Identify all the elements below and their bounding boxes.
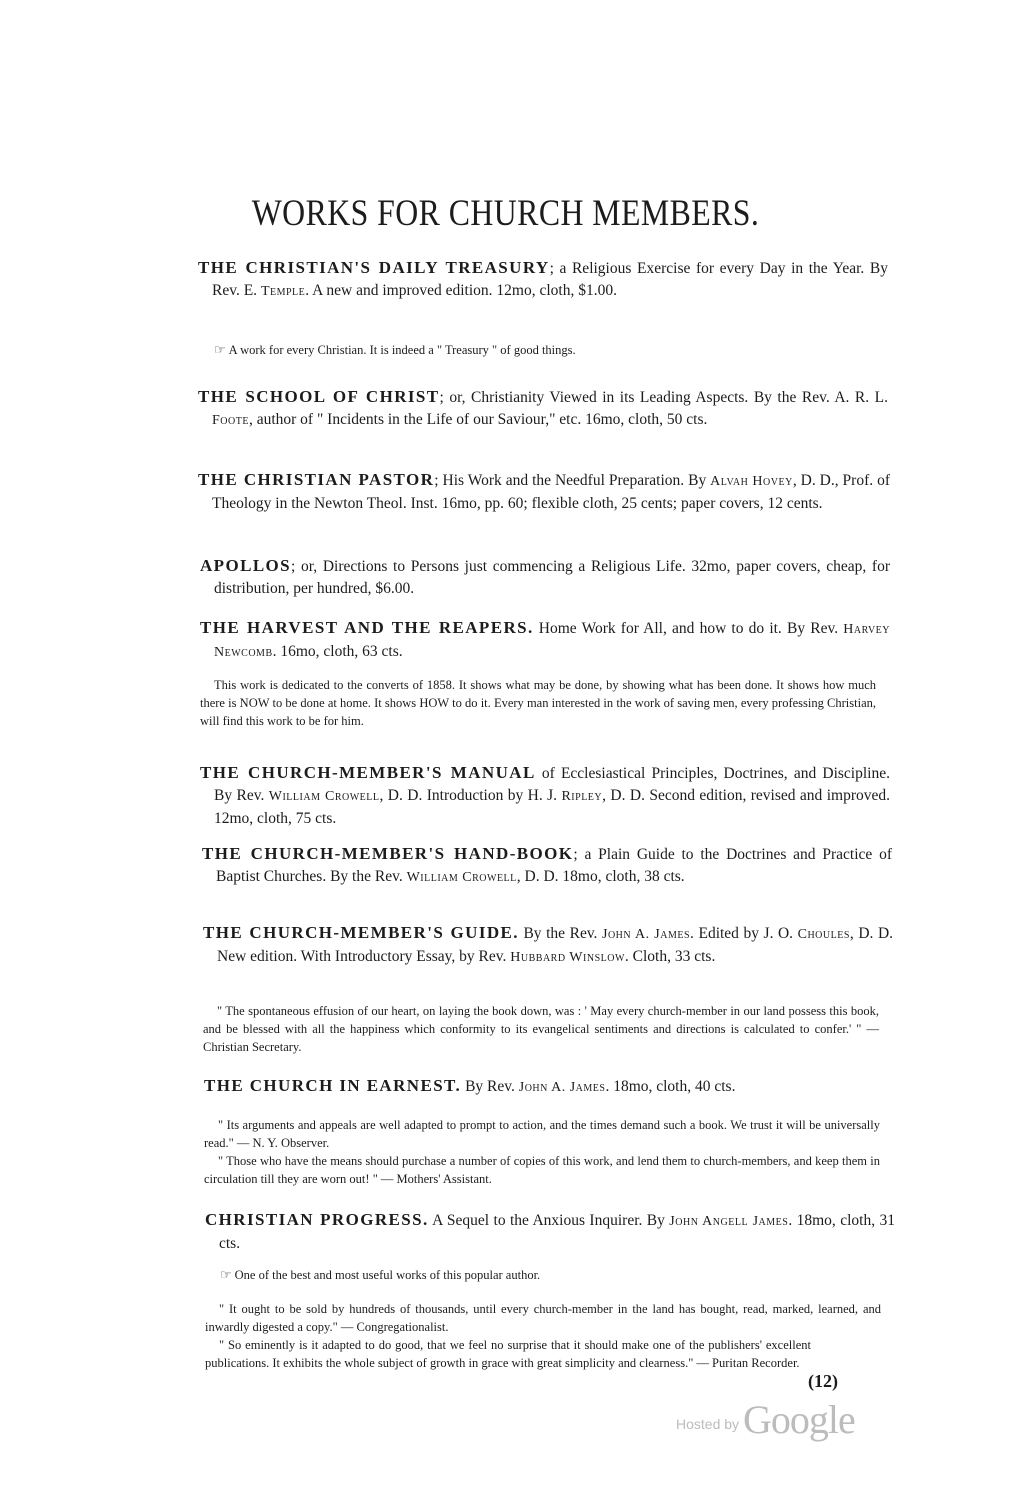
note-text: " Its arguments and appeals are well adapted to prompt to action, and the times demand such a book. We trust it will be universally read." — N. Y. Observer. [204, 1118, 880, 1150]
entry-text: Home Work for All, and how to do it. By Rev. [533, 620, 844, 637]
entry-text: . 18mo, cloth, 31 cts. [219, 1212, 895, 1252]
entry-harvest-reapers [200, 617, 890, 664]
entry-text: ; or, Directions to Persons just commencing a Religious Life. 32mo, paper covers, cheap, for distribution, per hundred, $6.00. [214, 558, 890, 597]
entry-note [203, 1002, 879, 1056]
entry-author: Alvah Hovey [710, 474, 793, 489]
entry-church-member-handbook [202, 843, 892, 889]
entry-author: John A. James [518, 1080, 606, 1095]
entry-christian-pastor [198, 469, 890, 515]
entry-text: ; a Religious Exercise for every Day in the Year. By Rev. E. [212, 260, 888, 299]
entry-church-member-manual [200, 762, 890, 830]
note-text: " Those who have the means should purchase a number of copies of this work, and lend them to church-members, and keep them in circulation till they are worn out! " — Mothers' Assistant. [204, 1154, 880, 1186]
entry-author: William Crowell [406, 870, 517, 885]
pointing-hand-icon: ☞ [214, 342, 226, 357]
entry-heading: THE CHRISTIAN'S DAILY TREASURY [198, 258, 550, 277]
entry-note [205, 1300, 881, 1372]
entry-heading: CHRISTIAN PROGRESS. [205, 1210, 429, 1229]
entry-christian-progress [205, 1209, 895, 1255]
entry-text: By the Rev. [518, 925, 602, 942]
note-text: " So eminently is it adapted to do good, that we feel no surprise that it should make one of the publishers' excellent publications. It exhibits the whole subject of growth in grace with great simplicity and clearness." — Puritan Recorder. [205, 1338, 811, 1370]
entry-heading: THE CHURCH-MEMBER'S HAND-BOOK [202, 844, 574, 863]
entry-school-of-christ [198, 386, 888, 432]
entry-text: ; a Plain Guide to the Doctrines and Practice of Baptist Churches. By the Rev. [216, 846, 892, 885]
entry-text: , D. D. 18mo, cloth, 38 cts. [516, 868, 685, 885]
entry-text: , D. D., Prof. of Theology in the Newton Theol. Inst. 16mo, pp. 60; flexible cloth, 25 cents; paper covers, 12 cents. [212, 472, 890, 512]
note-text: " The spontaneous effusion of our heart, on laying the book down, was : ' May every church-member in our land possess this book, and be blessed with all the happiness which conformity to its evangelical sentiments and directions is calculated to confer.' " — Christian Secretary. [203, 1004, 879, 1054]
page-title: WORKS FOR CHURCH MEMBERS. [251, 193, 760, 234]
entry-heading: THE CHURCH-MEMBER'S MANUAL [200, 763, 536, 782]
note-text: This work is dedicated to the converts of 1858. It shows what may be done, by showing what has been done. It shows how much there is NOW to be done at home. It shows HOW to do it. Every man interested in the work of saving men, every professing Christian, will find this work to be for him. [200, 678, 876, 728]
note-text: One of the best and most useful works of this popular author. [234, 1268, 541, 1282]
entry-text: . 16mo, cloth, 63 cts. [272, 643, 403, 660]
entry-heading: THE CHURCH IN EARNEST. [204, 1076, 462, 1095]
entry-author: John A. James [602, 927, 691, 942]
entry-heading: APOLLOS [200, 556, 292, 575]
entry-author: William Crowell [268, 789, 380, 804]
watermark-hosted-text: Hosted by [676, 1416, 740, 1432]
entry-author: Foote [212, 413, 249, 428]
entry-author: John Angell James [669, 1214, 789, 1229]
pointing-hand-icon: ☞ [220, 1267, 232, 1282]
entry-heading: THE CHRISTIAN PASTOR [198, 470, 435, 489]
entry-text: , author of " Incidents in the Life of our Saviour," etc. 16mo, cloth, 50 cts. [248, 411, 708, 428]
entry-text: ; or, Christianity Viewed in its Leading Aspects. By the Rev. A. R. L. [439, 389, 888, 406]
entry-note [214, 341, 874, 359]
entry-author: Harvey Newcomb [214, 622, 891, 660]
entry-text: , D. D. New edition. With Introductory Essay, by Rev. [217, 925, 894, 965]
note-text: " It ought to be sold by hundreds of thousands, until every church-member in the land has bought, read, marked, learned, and inwardly digested a copy." — Congregationalist. [205, 1302, 881, 1334]
entry-author: Choules [797, 927, 850, 942]
entry-heading: THE CHURCH-MEMBER'S GUIDE. [203, 923, 519, 942]
entry-text: of Ecclesiastical Principles, Doctrines, and Discipline. By Rev. [214, 765, 890, 804]
note-text: A work for every Christian. It is indeed a " Treasury " of good things. [228, 343, 576, 357]
watermark-brand: Google [743, 1397, 855, 1442]
entry-note [204, 1116, 880, 1188]
entry-text: . A new and improved edition. 12mo, cloth, $1.00. [305, 282, 617, 299]
entry-church-member-guide [203, 922, 893, 969]
entry-text: . Edited by J. O. [690, 925, 798, 942]
entry-text: By Rev. [461, 1078, 519, 1095]
entry-author: Hubbard Winslow [510, 950, 625, 965]
entry-church-in-earnest [204, 1075, 894, 1099]
entry-text: , D. D. Introduction by H. J. [379, 787, 562, 804]
entry-text: . 18mo, cloth, 40 cts. [605, 1078, 736, 1095]
entry-note [200, 676, 876, 730]
entry-note [220, 1266, 880, 1284]
entry-text: , D. D. Second edition, revised and improved. 12mo, cloth, 75 cts. [214, 787, 890, 827]
google-watermark [676, 1396, 855, 1443]
entry-text: A Sequel to the Anxious Inquirer. By [428, 1212, 670, 1229]
entry-apollos [200, 555, 890, 600]
entry-heading: THE HARVEST AND THE REAPERS. [200, 618, 534, 637]
entry-author: Ripley [561, 789, 603, 804]
entry-daily-treasury [198, 257, 888, 303]
page-number: (12) [808, 1371, 838, 1391]
entry-heading: THE SCHOOL OF CHRIST [198, 387, 440, 406]
entry-author: Temple [260, 284, 306, 299]
entry-text: . Cloth, 33 cts. [624, 948, 716, 965]
entry-text: ; His Work and the Needful Preparation. By [434, 472, 711, 489]
